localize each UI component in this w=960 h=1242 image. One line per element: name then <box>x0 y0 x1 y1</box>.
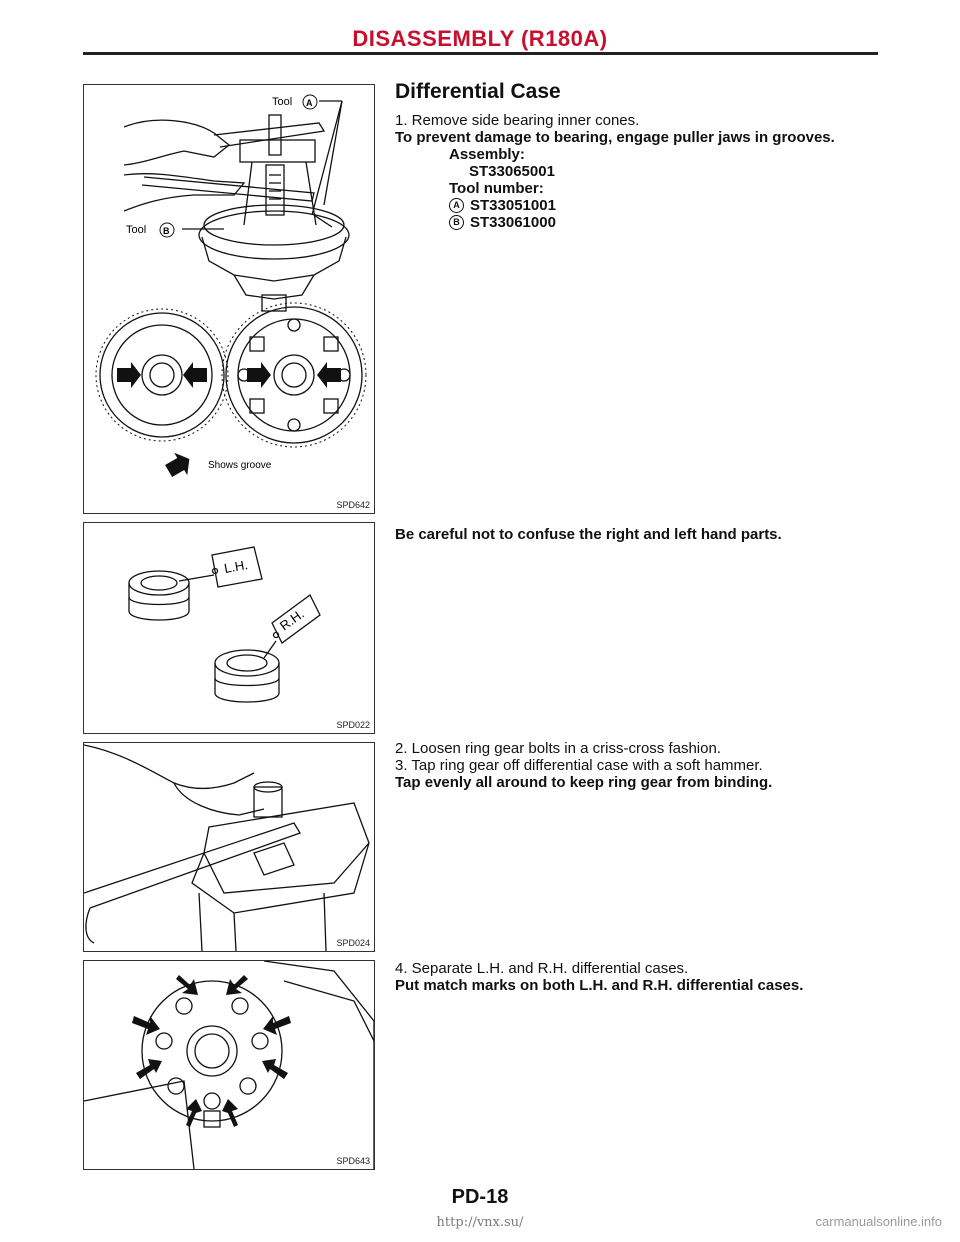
figure-code: SPD024 <box>336 938 370 948</box>
assembly-label: Assembly: <box>449 146 525 163</box>
rh-tag-label: R.H. <box>276 606 307 634</box>
figure-bearings <box>83 522 375 734</box>
arrow-icon <box>162 448 196 483</box>
arrow-icon <box>226 975 248 995</box>
step-2: 2. Loosen ring gear bolts in a criss-cross fashion. <box>395 740 721 757</box>
svg-text:A: A <box>306 98 313 108</box>
step-1: 1. Remove side bearing inner cones. <box>395 112 640 129</box>
header-rule <box>83 52 878 55</box>
figure-case-separation <box>83 960 375 1170</box>
step-2-3-block <box>395 740 915 791</box>
page-number: PD-18 <box>451 1186 509 1208</box>
tool-number-label: Tool number: <box>449 180 544 197</box>
case-illustration <box>84 961 374 1169</box>
caution-lr: Be careful not to confuse the right and left hand parts. <box>395 526 782 543</box>
arrow-icon <box>186 1099 202 1127</box>
arrow-icon <box>183 362 207 388</box>
tool-a-value: ST33051001 <box>470 197 556 214</box>
arrow-icon <box>247 362 271 388</box>
step-3: 3. Tap ring gear off differential case with a soft hammer. <box>395 757 763 774</box>
section-title: Differential Case <box>395 80 561 103</box>
tool-b-mark: B <box>449 215 464 230</box>
tool-b-label: Tool <box>126 224 147 236</box>
figure-code: SPD643 <box>336 1156 370 1166</box>
lh-tag-label: L.H. <box>222 557 250 576</box>
step-1-note: To prevent damage to bearing, engage puller jaws in grooves. <box>395 129 835 146</box>
step-4-note: Put match marks on both L.H. and R.H. differential cases. <box>395 977 804 994</box>
step-4: 4. Separate L.H. and R.H. differential cases. <box>395 960 689 977</box>
arrow-icon <box>176 975 198 995</box>
arrow-icon <box>263 1016 291 1035</box>
arrow-icon <box>262 1059 288 1079</box>
puller-illustration <box>84 85 374 513</box>
page-header-title: DISASSEMBLY (R180A) <box>352 26 608 51</box>
step-3-note: Tap evenly all around to keep ring gear from binding. <box>395 774 773 791</box>
footer-link[interactable]: http://vnx.su/ <box>436 1215 524 1230</box>
svg-text:B: B <box>163 226 170 236</box>
bearings-illustration <box>84 523 374 733</box>
arrow-icon <box>132 1016 160 1035</box>
tool-a-label: Tool <box>272 96 293 108</box>
tool-b-row <box>395 214 915 231</box>
arrow-icon <box>117 362 141 388</box>
tool-b-value: ST33061000 <box>470 214 556 231</box>
step-4-block <box>395 960 915 994</box>
figure-puller <box>83 84 375 514</box>
watermark: carmanualsonline.info <box>815 1214 942 1229</box>
tool-a-mark: A <box>449 198 464 213</box>
figure-code: SPD642 <box>336 500 370 510</box>
groove-legend: Shows groove <box>208 460 272 471</box>
figure-hammer <box>83 742 375 952</box>
hammer-illustration <box>84 743 374 951</box>
figure-code: SPD022 <box>336 720 370 730</box>
tool-a-row <box>395 197 915 214</box>
arrow-icon <box>136 1059 162 1079</box>
arrow-icon <box>222 1099 238 1127</box>
step-1-block <box>395 112 915 231</box>
assembly-value: ST33065001 <box>469 163 555 180</box>
arrow-icon <box>317 362 341 388</box>
